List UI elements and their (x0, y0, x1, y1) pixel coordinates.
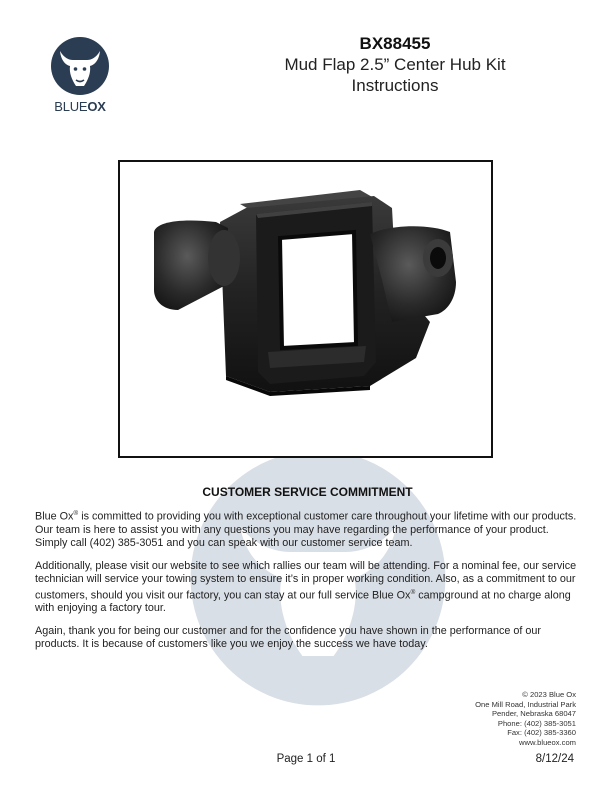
revision-date: 8/12/24 (535, 753, 574, 765)
customer-service-section (35, 486, 580, 661)
paragraph-2: Additionally, please visit our website to see which rallies our team will be attending. For a nominal fee, our service technician will service your towing system to ensure it’s in proper working condition. Also, as a commitment to our customers, should you visit our factory, you can stay at our full service Blue Ox® campground at no charge along with enjoying a factory tour. (35, 559, 577, 615)
document-title-line1: Mud Flap 2.5” Center Hub Kit (284, 55, 506, 74)
brand-wordmark: BLUEOX (54, 99, 106, 114)
paragraph-3: Again, thank you for being our customer and for the confidence you have shown in the performance of our products. It is because of customers like you we enjoy the success we have today. (35, 625, 541, 651)
section-heading: CUSTOMER SERVICE COMMITMENT (202, 485, 413, 499)
address-line2: Pender, Nebraska 68047 (491, 709, 576, 719)
document-title-line2: Instructions (351, 76, 439, 95)
company-address-block (475, 690, 576, 748)
brand-logo (46, 36, 114, 120)
phone: Phone: (402) 385-3051 (497, 718, 576, 728)
bull-head-icon (50, 36, 110, 96)
paragraph-1: Blue Ox® is committed to providing you with exceptional customer care throughout your lifetime with our products. Our team is here to assist you with any questions you may have regarding the performance of your product. Simply call (402) 385-3051 and you can speak with our customer service team. (35, 510, 577, 549)
document-header (250, 34, 540, 96)
website: www.blueox.com (519, 737, 576, 747)
address-line1: One Mill Road, Industrial Park (475, 699, 576, 709)
product-photo-frame (118, 160, 493, 458)
page-number: Page 1 of 1 (276, 753, 336, 765)
fax: Fax: (402) 385-3360 (507, 728, 576, 738)
copyright: © 2023 Blue Ox (522, 690, 576, 699)
center-hub-illustration (120, 162, 491, 456)
document-number: BX88455 (359, 34, 431, 53)
